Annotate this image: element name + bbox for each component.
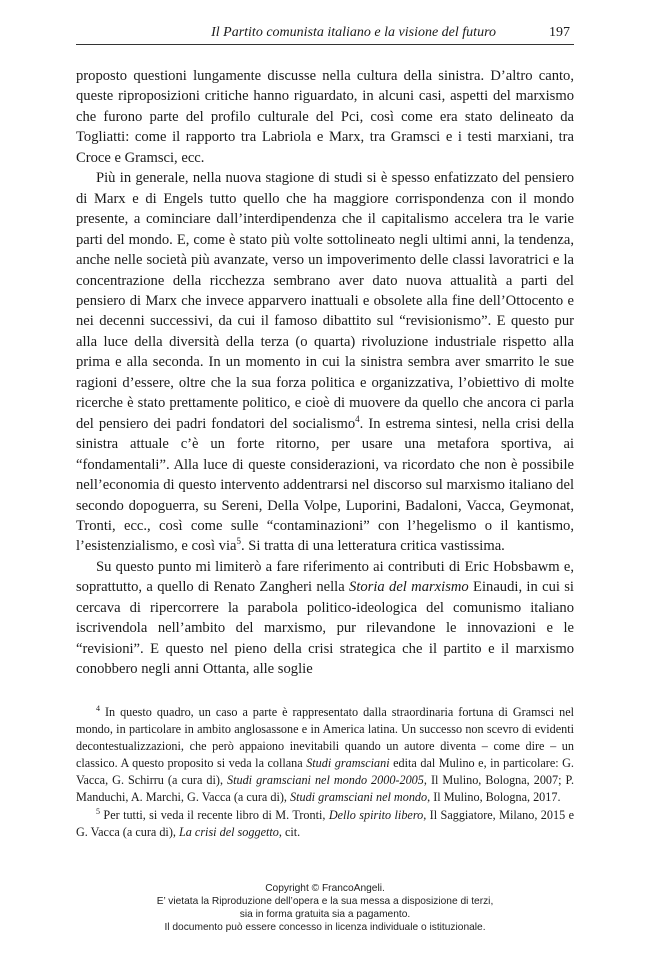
copyright-line: Copyright © FrancoAngeli. [265, 883, 385, 894]
italic-title: Studi gramsciani nel mondo 2000-2005 [227, 773, 424, 788]
text-run: Per tutti, si veda il recente libro di M. Tronti, [100, 807, 329, 822]
text-run: Più in generale, nella nuova stagione di studi si è spesso enfatizzato del pensiero di Marx e di Engels tutto quello che ha maggiore corrispondenza con il mondo presente, a cominciare dall’interdipendenza che il capitalismo accelera tra le varie parti del mondo. E, come è stato più volte sottolineato negli ultimi anni, la tendenza, anche nelle società più avanzate, verso un impoverimento delle classi lavoratrici e la concentrazione della ricchezza sembrano aver dato nuova attualità a parti del pensiero di Marx che invece apparvero inattuali e obsolete alla fine dell’Ottocento e nei decenni successivi, da cui il famoso dibattito sul “revisionismo”. E questo pur alla luce della diversità della terza (o quarta) rivoluzione industriale rispetto alla prima e alla seconda. In un momento in cui la sinistra sembra aver smarrito le sue ragioni d’essere, oltre che la sua forza politica e organizzativa, l’obiettivo di molte ricerche è stato prettamente politico, e cioè di muovere da quello che ancora ci parla del pensiero dei padri fondatori del socialismo [76, 170, 574, 432]
footnote-reference: 5 [236, 536, 241, 547]
running-title: Il Partito comunista italiano e la visione del futuro [211, 25, 496, 40]
copyright-line: E’ vietata la Riproduzione dell’opera e la sua messa a disposizione di terzi, [156, 896, 494, 907]
footnote-number: 5 [96, 806, 100, 816]
text-run: , cit. [278, 824, 301, 839]
main-text [76, 66, 574, 680]
text-run: Einaudi, in cui si cercava di ripercorrere la parabola politico-ideologica del comunismo italiano iscrivendola nell’ambito del marxismo, pur rilevandone le innovazioni e le “revisioni”. E questo nel pieno della crisi strategica che il partito e il marxismo conobbero negli anni Ottanta, alle soglie [76, 579, 574, 678]
footnote-number: 4 [96, 703, 100, 713]
text-run: . Si tratta di una letteratura critica vastissima. [241, 538, 505, 555]
italic-title: Studi gramsciani [306, 756, 390, 771]
footnotes [76, 704, 574, 841]
text-run: proposto questioni lungamente discusse nella cultura della sinistra. D’altro canto, queste riproposizioni critiche hanno riguardato, in alcuni casi, aspetti del marxismo che furono parte del profilo culturale del Pci, così come era stato delineato da Togliatti: come il rapporto tra Labriola e Marx, tra Gramsci e i testi marxiani, tra Croce e Gramsci, ecc. [76, 68, 574, 166]
text-run: , Il Mulino, Bologna, 2017. [427, 790, 561, 805]
footnote [76, 807, 574, 841]
text-run: edita dal Mulino e, in particolare: G. Vacca, G. Schirru (a cura di), [76, 756, 574, 788]
italic-title: Storia del marxismo [349, 579, 469, 596]
italic-title: Studi gramsciani nel mondo [290, 790, 428, 805]
page-number: 197 [549, 25, 570, 40]
text-run: , Il Mulino, Bologna, 2007; P. Manduchi, A. Marchi, G. Vacca (a cura di), [76, 773, 574, 805]
text-run: In questo quadro, un caso a parte è rappresentato dalla straordinaria fortuna di Gramsci nel mondo, in particolare in ambito anglosassone e in America latina. Un successo non scevro di evidenti decontestualizzazioni, che però appaiono inevitabili quando un autore diventa – come dire – un classico. A questo proposito si veda la collana [76, 705, 574, 771]
paragraph [76, 168, 574, 557]
copyright-line: Il documento può essere concesso in licenza individuale o istituzionale. [164, 922, 486, 933]
text-run: Su questo punto mi limiterò a fare riferimento ai contributi di Eric Hobsbawm e, soprattutto, a quello di Renato Zangheri nella [76, 558, 574, 596]
paragraph [76, 66, 574, 168]
footnote-reference: 4 [355, 413, 360, 424]
paragraph [76, 557, 574, 680]
italic-title: Dello spirito libero [328, 807, 424, 822]
copyright-notice [0, 882, 650, 934]
text-run: , Il Saggiatore, Milano, 2015 e G. Vacca (a cura di), [76, 807, 574, 839]
copyright-line: sia in forma gratuita sia a pagamento. [239, 909, 411, 920]
running-header [76, 24, 574, 45]
text-run: . In estrema sintesi, nella crisi della sinistra attuale c’è un forte ritorno, per usare una metafora sportiva, ai “fondamentali”. Alla luce di queste considerazioni, va ricordato che non è possibile nell’economia di questo intervento addentrarsi nel discorso sul marxismo italiano del secondo dopoguerra, su Sereni, Della Volpe, Luporini, Badaloni, Vacca, Geymonat, Tronti, ecc., così come sulle “contaminazioni” con l’hegelismo o il kantismo, l’esistenzialismo, e così via [76, 415, 574, 555]
italic-title: La crisi del soggetto [178, 824, 279, 839]
footnote [76, 704, 574, 807]
